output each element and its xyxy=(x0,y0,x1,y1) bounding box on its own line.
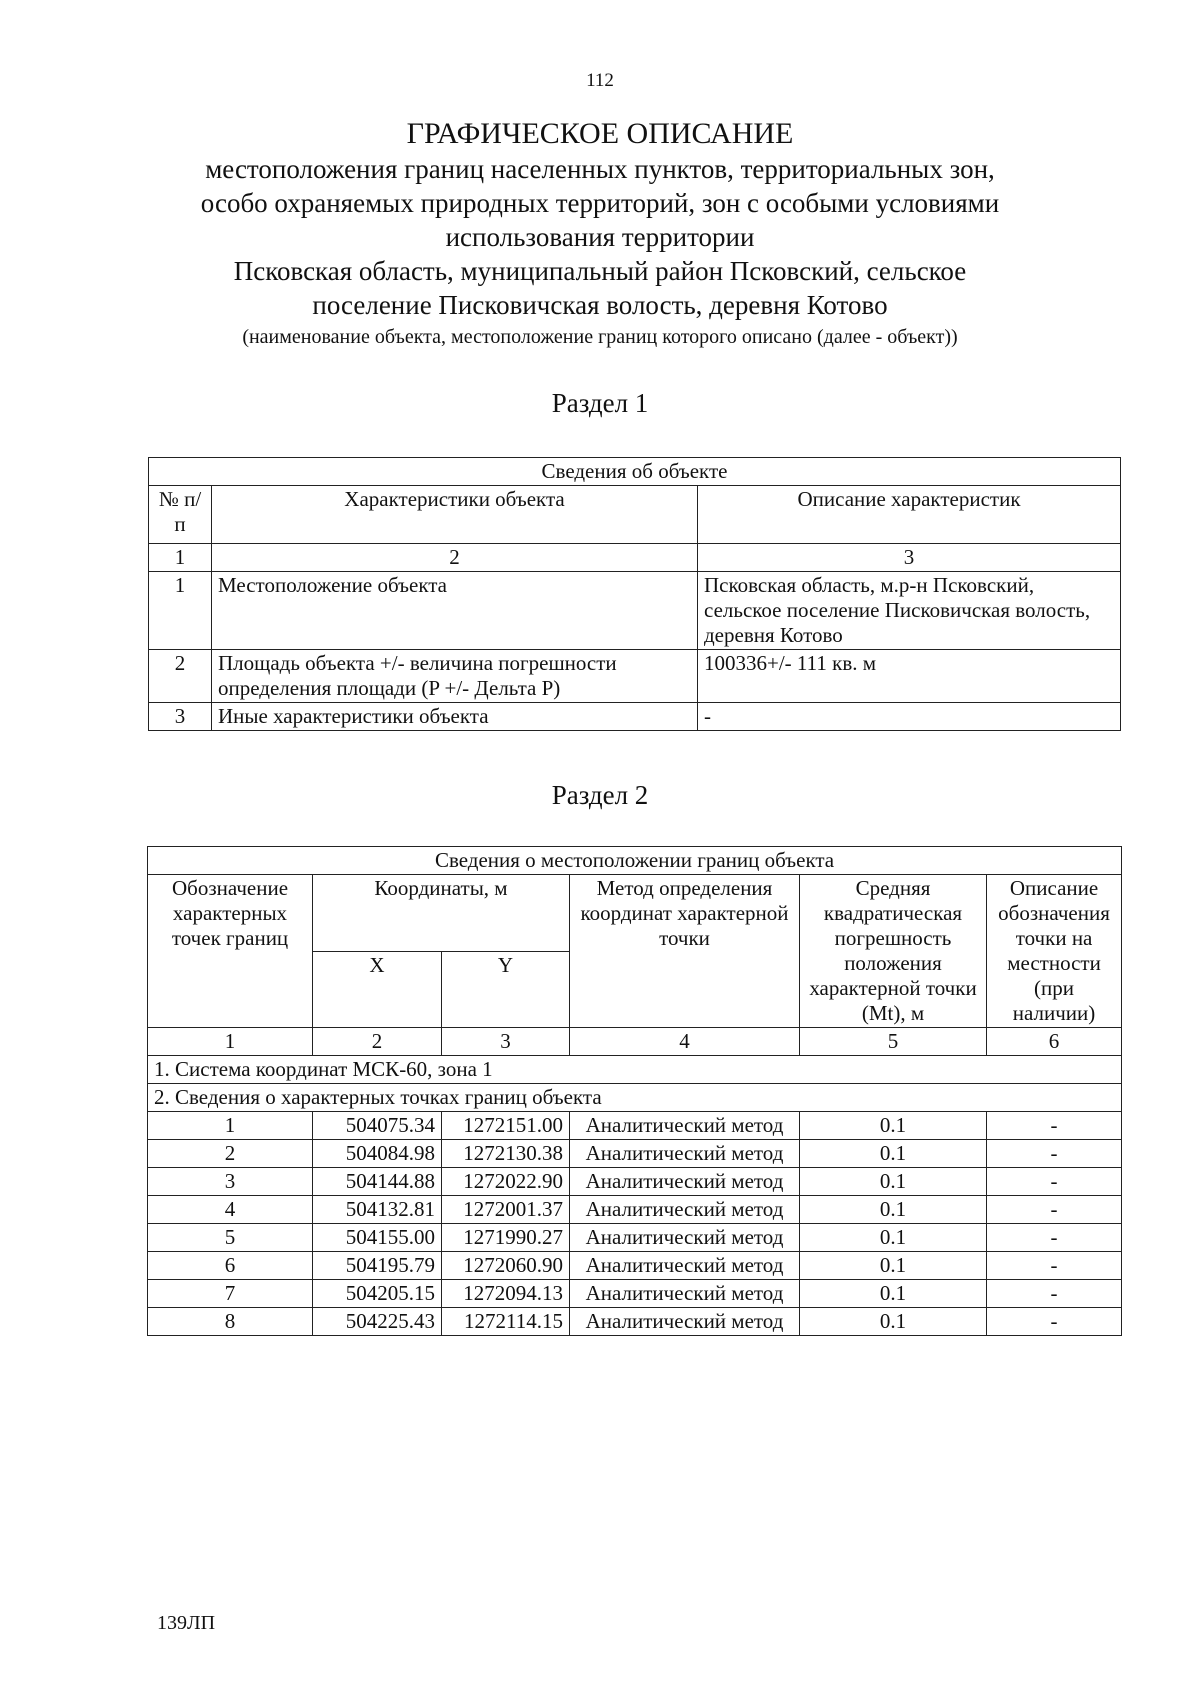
coordinate-system: 1. Система координат МСК-60, зона 1 xyxy=(148,1056,1122,1084)
column-header-coordinates: Координаты, м xyxy=(313,875,570,952)
document-heading xyxy=(0,116,1200,350)
method: Аналитический метод xyxy=(570,1252,800,1280)
coord-x: 504075.34 xyxy=(313,1112,442,1140)
row-number: 3 xyxy=(149,703,212,731)
table-row xyxy=(148,1308,1122,1336)
column-number: 1 xyxy=(149,544,212,572)
coord-x: 504205.15 xyxy=(313,1280,442,1308)
error: 0.1 xyxy=(800,1168,987,1196)
description: - xyxy=(987,1224,1122,1252)
table-row xyxy=(148,1140,1122,1168)
column-number: 3 xyxy=(698,544,1121,572)
coord-y: 1271990.27 xyxy=(442,1224,570,1252)
description: - xyxy=(987,1140,1122,1168)
error: 0.1 xyxy=(800,1280,987,1308)
column-number: 3 xyxy=(442,1028,570,1056)
section1-title: Раздел 1 xyxy=(551,388,649,418)
column-header-error: Средняя квадратическая погрешность положения характерной точки (Mt), м xyxy=(800,875,987,1028)
table-row xyxy=(149,572,1121,650)
error: 0.1 xyxy=(800,1252,987,1280)
table-caption: Сведения о местоположении границ объекта xyxy=(148,847,1122,875)
coord-y: 1272130.38 xyxy=(442,1140,570,1168)
document-title: ГРАФИЧЕСКОЕ ОПИСАНИЕ xyxy=(406,117,794,150)
characteristic-value: Псковская область, м.р-н Псковский, сельское поселение Писковичская волость, деревня Котово xyxy=(698,572,1121,650)
column-number: 1 xyxy=(148,1028,313,1056)
subtitle-line: Псковская область, муниципальный район Псковский, сельское xyxy=(233,256,967,286)
point-number: 5 xyxy=(148,1224,313,1252)
coord-y: 1272060.90 xyxy=(442,1252,570,1280)
coord-y: 1272001.37 xyxy=(442,1196,570,1224)
boundary-points-table xyxy=(147,846,1122,1336)
point-number: 8 xyxy=(148,1308,313,1336)
coord-y: 1272094.13 xyxy=(442,1280,570,1308)
method: Аналитический метод xyxy=(570,1280,800,1308)
point-number: 2 xyxy=(148,1140,313,1168)
description: - xyxy=(987,1112,1122,1140)
point-number: 3 xyxy=(148,1168,313,1196)
column-header-method: Метод определения координат характерной точки xyxy=(570,875,800,1028)
column-header: № п/п xyxy=(149,486,212,544)
coord-y: 1272151.00 xyxy=(442,1112,570,1140)
method: Аналитический метод xyxy=(570,1140,800,1168)
table-row xyxy=(148,1252,1122,1280)
point-number: 6 xyxy=(148,1252,313,1280)
method: Аналитический метод xyxy=(570,1196,800,1224)
column-number: 4 xyxy=(570,1028,800,1056)
subtitle-line: использования территории xyxy=(445,222,755,252)
description: - xyxy=(987,1196,1122,1224)
coord-x: 504155.00 xyxy=(313,1224,442,1252)
subtitle-line: особо охраняемых природных территорий, зон с особыми условиями xyxy=(200,188,1000,218)
coord-y: 1272022.90 xyxy=(442,1168,570,1196)
table-row xyxy=(149,650,1121,703)
method: Аналитический метод xyxy=(570,1308,800,1336)
method: Аналитический метод xyxy=(570,1112,800,1140)
method: Аналитический метод xyxy=(570,1168,800,1196)
column-number: 6 xyxy=(987,1028,1122,1056)
coord-x: 504144.88 xyxy=(313,1168,442,1196)
coord-x: 504195.79 xyxy=(313,1252,442,1280)
table-row xyxy=(149,703,1121,731)
column-number: 5 xyxy=(800,1028,987,1056)
coord-y: 1272114.15 xyxy=(442,1308,570,1336)
row-number: 2 xyxy=(149,650,212,703)
characteristic-value: 100336+/- 111 кв. м xyxy=(698,650,1121,703)
error: 0.1 xyxy=(800,1112,987,1140)
column-number: 2 xyxy=(313,1028,442,1056)
method: Аналитический метод xyxy=(570,1224,800,1252)
coord-x: 504132.81 xyxy=(313,1196,442,1224)
column-header: Характеристики объекта xyxy=(212,486,698,544)
column-number: 2 xyxy=(212,544,698,572)
description: - xyxy=(987,1168,1122,1196)
subtitle-line: местоположения границ населенных пунктов, территориальных зон, xyxy=(205,154,995,184)
description: - xyxy=(987,1308,1122,1336)
table-row xyxy=(148,1280,1122,1308)
table-row xyxy=(148,1224,1122,1252)
page-number: 112 xyxy=(586,70,614,91)
error: 0.1 xyxy=(800,1196,987,1224)
column-header-description: Описание обозначения точки на местности (при наличии) xyxy=(987,875,1122,1028)
error: 0.1 xyxy=(800,1308,987,1336)
table-caption: Сведения об объекте xyxy=(149,458,1121,486)
table-row xyxy=(148,1168,1122,1196)
characteristic-name: Площадь объекта +/- величина погрешности определения площади (P +/- Дельта P) xyxy=(212,650,698,703)
column-header-y: Y xyxy=(442,951,570,1028)
column-header: Описание характеристик xyxy=(698,486,1121,544)
column-header-x: X xyxy=(313,951,442,1028)
coord-x: 504225.43 xyxy=(313,1308,442,1336)
coord-x: 504084.98 xyxy=(313,1140,442,1168)
characteristic-name: Местоположение объекта xyxy=(212,572,698,650)
characteristic-name: Иные характеристики объекта xyxy=(212,703,698,731)
points-caption: 2. Сведения о характерных точках границ объекта xyxy=(148,1084,1122,1112)
row-number: 1 xyxy=(149,572,212,650)
object-info-table xyxy=(148,457,1121,731)
description: - xyxy=(987,1252,1122,1280)
error: 0.1 xyxy=(800,1224,987,1252)
footer-code: 139ЛП xyxy=(157,1612,216,1634)
points-body xyxy=(148,1112,1122,1336)
point-number: 7 xyxy=(148,1280,313,1308)
column-header-point: Обозначение характерных точек границ xyxy=(148,875,313,1028)
section2-title: Раздел 2 xyxy=(551,780,649,810)
table-row xyxy=(148,1112,1122,1140)
description: - xyxy=(987,1280,1122,1308)
error: 0.1 xyxy=(800,1140,987,1168)
subtitle-line: поселение Писковичская волость, деревня Котово xyxy=(312,290,888,320)
heading-note: (наименование объекта, местоположение границ которого описано (далее - объект)) xyxy=(242,326,958,348)
point-number: 4 xyxy=(148,1196,313,1224)
characteristic-value: - xyxy=(698,703,1121,731)
point-number: 1 xyxy=(148,1112,313,1140)
table-row xyxy=(148,1196,1122,1224)
